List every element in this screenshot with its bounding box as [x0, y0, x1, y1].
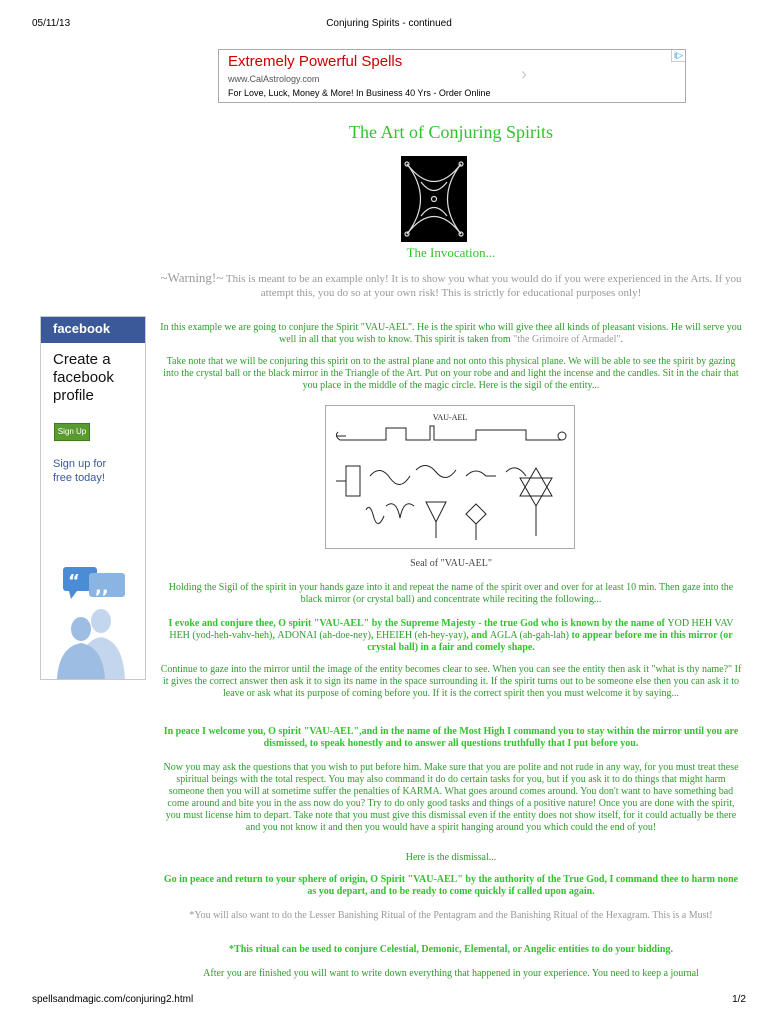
advertisement-banner[interactable]: [218, 49, 686, 103]
ad-headline[interactable]: Extremely Powerful Spells: [228, 53, 403, 70]
print-url: spellsandmagic.com/conjuring2.html: [32, 994, 194, 1005]
ad-url[interactable]: www.CalAstrology.com: [228, 74, 320, 84]
svg-text:,,: ,,: [95, 577, 109, 598]
facebook-headline-line: facebook: [53, 369, 114, 386]
print-title: Conjuring Spirits - continued: [326, 18, 452, 29]
paragraph-intro: [160, 322, 742, 346]
chevron-right-icon[interactable]: ›: [521, 64, 527, 84]
facebook-signup-button[interactable]: Sign Up: [54, 423, 90, 441]
facebook-ad[interactable]: [40, 316, 146, 680]
facebook-signup-text[interactable]: [53, 457, 106, 485]
page-title: The Art of Conjuring Spirits: [349, 122, 553, 142]
separator: ,: [272, 630, 278, 641]
warning-prefix: ~Warning!~: [160, 270, 224, 285]
divine-name-link[interactable]: YOD HEH VAV HEH (yod-heh-vahv-heh): [169, 618, 734, 641]
facebook-signup-line: free today!: [53, 472, 105, 484]
facebook-headline-line: profile: [53, 387, 94, 404]
separator: ,: [370, 630, 376, 641]
source-link[interactable]: "the Grimoire of Armadel": [513, 334, 621, 345]
divine-name-link[interactable]: EHEIEH (eh-hey-yay): [375, 630, 467, 641]
divine-name-link[interactable]: AGLA (ah-gah-lah): [489, 630, 569, 641]
print-footer: [32, 994, 746, 1008]
warning-text: This is meant to be an example only! It is to show you what you would do if you were experienced in the Arts. If you attempt this, you do so at your own risk! This is strictly for educational purposes only!: [223, 273, 742, 299]
facebook-headline: [53, 351, 114, 405]
sigil-image: [401, 156, 467, 242]
adchoices-icon[interactable]: i▷: [671, 50, 685, 62]
paragraph-astral: Take note that we will be conjuring this spirit on to the astral plane and not onto this physical plane. We will be able to see the spirit by gazing into the crystal ball or the black mirror in the Triangle of the Art. Put on your robe and and light the incense and the candles. Sit in the chair that you place in the middle of the magic circle. Here is the sigil of the entity...: [163, 356, 739, 391]
facebook-headline-line: Create a: [53, 351, 111, 368]
evocation-part: I evoke and conjure thee, O spirit "VAU-AEL" by the Supreme Majesty - the true God who is known by the name of: [168, 618, 668, 629]
welcome-text: In peace I welcome you, O spirit "VAU-AEL",and in the name of the Most High I command you to stay within the mirror until you are dismissed, to speak honestly and to answer all questions truthfully that I put before you.: [163, 726, 739, 749]
seal-caption: Seal of "VAU-AEL": [410, 558, 492, 569]
dismissal-intro: Here is the dismissal...: [405, 852, 497, 863]
print-header: [32, 18, 746, 32]
evocation-part: to appear before me in this mirror (or crystal ball) in a fair and comely shape.: [367, 630, 733, 653]
page-number: 1/2: [732, 994, 746, 1005]
evocation-text: [160, 618, 742, 654]
facebook-logo: facebook: [53, 321, 111, 336]
paragraph-text: In this example we are going to conjure the Spirit "VAU-AEL". He is the spirit who will give thee all kinds of pleasant visions. He will serve you well in all that you wish to know. This spirit is taken from: [160, 322, 742, 345]
paragraph-journal: After you are finished you will want to write down everything that happened in your experience. You need to keep a journal: [203, 968, 699, 979]
dismissal-text: Go in peace and return to your sphere of origin, O Spirit "VAU-AEL" by the authority of the True God, I command thee to harm none as you depart, and to be ready to come quickly if called upon again.: [163, 874, 739, 897]
svg-text:“: “: [68, 571, 80, 592]
paragraph-questions: Now you may ask the questions that you wish to put before him. Make sure that you are polite and not rude in any way, for you must treat these spiritual beings with the total respect. You may also command it do do certain tasks for you, but if you ask it to do things that might harm someone then you will at sometime suffer the penalties of KARMA. What goes around comes around. You don't want to have something bad come around and bite you in the ass now do you? Try to do only good tasks and things of a positive nature! Once you are done with the spirit, you must license him to depart. Take note that you must give this dismissal even if the entity does not show itself, for it could actually be there and you not know it and then you would have a spirit hanging around you which could the end of you!: [163, 762, 739, 833]
paragraph-end: .: [620, 334, 623, 345]
paragraph-sigil-instructions: Holding the Sigil of the spirit in your hands gaze into it and repeat the name of the spirit over and over for at least 10 min. Then gaze into the black mirror (or crystal ball) and concentrate while reciting the following...: [168, 582, 734, 605]
sigil-title: VAU-AEL: [432, 413, 468, 422]
paragraph-gaze: Continue to gaze into the mirror until the image of the entity becomes clear to see. When you can see the entity then ask it "what is thy name?" If it gives the correct answer then ask it to sign its name in the space surrounding it. If the spirit turns out to be someone else then you can ask it to leave or ask what its purpose of coming before you. If it is the correct spirit then you must welcome it by saying...: [160, 664, 742, 699]
facebook-signup-line: Sign up for: [53, 458, 107, 470]
warning-notice: [160, 271, 742, 300]
usage-note: *This ritual can be used to conjure Celestial, Demonic, Elemental, or Angelic entities to do your bidding.: [229, 944, 673, 955]
vau-ael-sigil-image: [325, 405, 575, 549]
ad-description: For Love, Luck, Money & More! In Business 40 Yrs - Order Online: [228, 88, 491, 98]
print-date: 05/11/13: [32, 18, 71, 29]
people-silhouette-icon: [41, 555, 145, 679]
divine-name-link[interactable]: ADONAI (ah-doe-ney): [277, 630, 371, 641]
invocation-heading: The Invocation...: [406, 245, 496, 260]
separator: , and: [466, 630, 490, 641]
banishing-note: *You will also want to do the Lesser Banishing Ritual of the Pentagram and the Banishing Ritual of the Hexagram. This is a Must!: [189, 910, 713, 921]
